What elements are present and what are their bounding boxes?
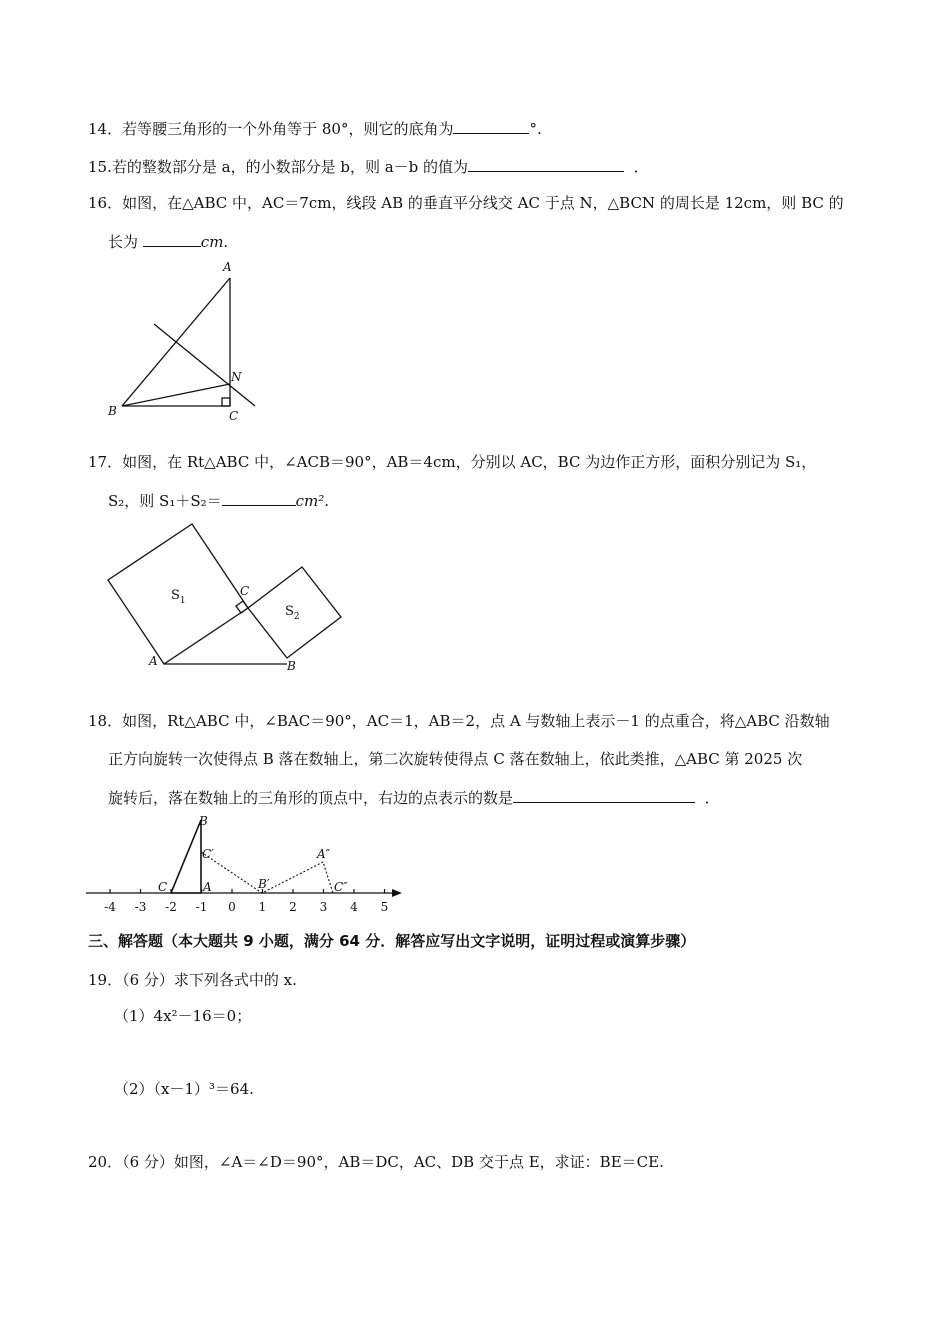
tick-label: 1 <box>258 900 267 914</box>
question-19-stem: 19．（6 分）求下列各式中的 x. <box>88 971 297 989</box>
perpendicular-bisector <box>154 324 255 406</box>
section-3-heading: 三、解答题（本大题共 9 小题，满分 64 分．解答应写出文字说明，证明过程或演算步骤） <box>88 932 696 950</box>
right-angle-mark <box>236 601 248 613</box>
label-n: N <box>231 370 242 384</box>
answer-blank-15[interactable] <box>468 156 624 172</box>
question-18-line-2: 正方向旋转一次使得点 B 落在数轴上，第二次旋转使得点 C 落在数轴上，依此类推，△ABC 第 2025 次 <box>108 750 803 768</box>
tick-label: 4 <box>350 900 358 914</box>
label-b-prime: B′ <box>258 877 270 891</box>
question-14-text: 14．若等腰三角形的一个外角等于 80°，则它的底角为 <box>88 120 454 138</box>
label-b: B <box>199 814 208 828</box>
tick-label: -4 <box>104 900 116 914</box>
label-a: A <box>223 260 232 274</box>
label-a: A <box>203 880 212 894</box>
question-15-text: 15.若的整数部分是 a，的小数部分是 b，则 a－b 的值为 <box>88 158 469 176</box>
right-angle-mark <box>222 398 230 406</box>
question-18-prefix: 旋转后，落在数轴上的三角形的顶点中，右边的点表示的数是 <box>108 789 514 807</box>
figure-16-triangle <box>100 258 270 428</box>
tick-label: -1 <box>195 900 208 914</box>
question-16-suffix: cm. <box>200 233 229 251</box>
tick-label: -3 <box>134 900 147 914</box>
label-c: C <box>240 584 250 598</box>
triangle-abc <box>171 820 201 893</box>
label-c-prime: C′ <box>202 847 214 861</box>
figure-17-squares <box>100 523 350 675</box>
answer-blank-17[interactable] <box>222 490 296 506</box>
question-15 <box>88 156 649 177</box>
question-17-suffix: cm². <box>295 492 330 510</box>
label-s2: $S_2$ <box>285 604 300 622</box>
label-a-double-prime: A″ <box>317 847 331 861</box>
label-c-double-prime: C″ <box>334 880 348 894</box>
answer-blank-14[interactable] <box>453 118 529 134</box>
label-s1: $S_1$ <box>171 588 186 606</box>
figure-18-number-line <box>86 812 406 914</box>
tick-label: -2 <box>165 900 177 914</box>
question-19-part-1: （1）4x²－16＝0； <box>114 1007 252 1025</box>
question-17-line-2 <box>108 490 329 511</box>
tick-label: 2 <box>289 900 297 914</box>
question-16-prefix: 长为 <box>108 233 139 251</box>
answer-blank-18[interactable] <box>513 787 695 803</box>
answer-blank-16[interactable] <box>143 231 201 247</box>
question-14 <box>88 118 542 139</box>
tick-labels <box>104 900 388 914</box>
question-16-line-1: 16．如图，在△ABC 中，AC＝7cm，线段 AB 的垂直平分线交 AC 于点 N，△BCN 的周长是 12cm，则 BC 的 <box>88 194 844 212</box>
question-17-line-1: 17．如图，在 Rt△ABC 中，∠ACB＝90°，AB＝4cm，分别以 AC，BC 为边作正方形，面积分别记为 S₁， <box>88 453 817 471</box>
question-18-line-3 <box>108 787 720 808</box>
question-17-prefix: S₂，则 S₁＋S₂＝ <box>108 492 222 510</box>
tick-label: 5 <box>380 900 389 914</box>
question-20-stem: 20．（6 分）如图，∠A＝∠D＝90°，AB＝DC，AC、DB 交于点 E，求证：BE＝CE. <box>88 1153 664 1171</box>
label-b: B <box>287 659 296 673</box>
tick-label: 3 <box>319 900 328 914</box>
label-a: A <box>149 654 158 668</box>
label-b: B <box>108 404 117 418</box>
axis-arrow <box>392 889 402 897</box>
tick-label: 0 <box>228 900 236 914</box>
question-15-after: ． <box>633 158 649 176</box>
label-c: C <box>158 880 168 894</box>
label-c: C <box>229 409 239 423</box>
question-16-line-2 <box>108 231 228 252</box>
question-18-line-1: 18．如图，Rt△ABC 中，∠BAC＝90°，AC＝1，AB＝2，点 A 与数轴上表示－1 的点重合，将△ABC 沿数轴 <box>88 712 830 730</box>
question-19-part-2: （2）（x－1）³＝64. <box>114 1080 254 1098</box>
question-14-after: °. <box>529 120 542 138</box>
question-18-suffix: ． <box>704 789 720 807</box>
